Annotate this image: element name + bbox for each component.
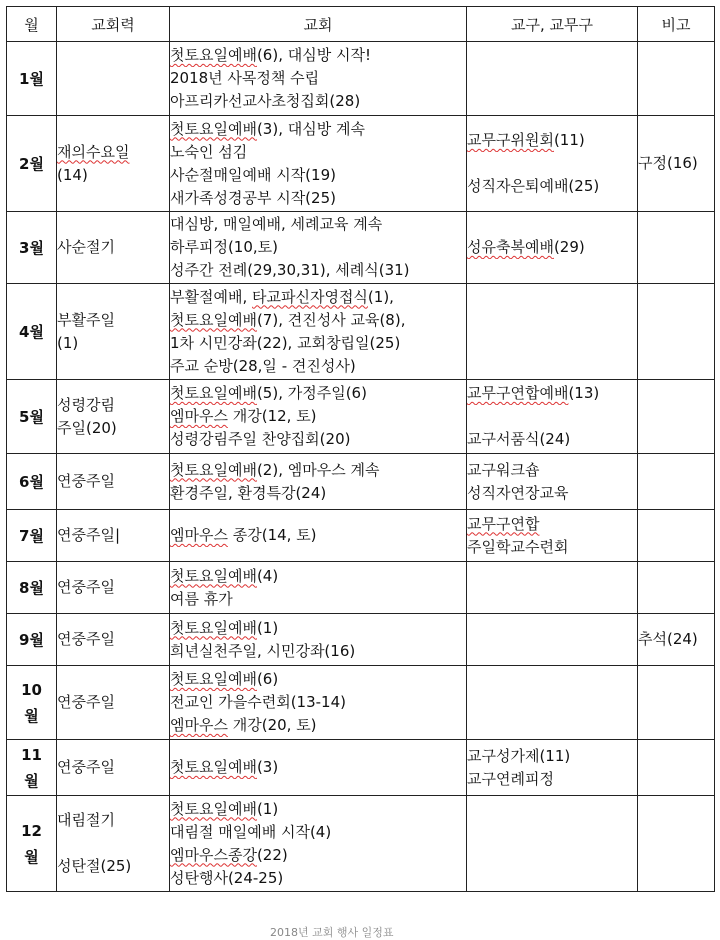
- church-event-line: 대심방, 매일예배, 세례교육 계속: [170, 215, 383, 233]
- church-calendar-cell: [57, 212, 170, 284]
- church-calendar-line: [57, 141, 169, 164]
- remarks-cell: [638, 42, 715, 116]
- month-text: 3월: [19, 238, 44, 257]
- month-row: [7, 212, 715, 284]
- diocese-event-spacer: [467, 405, 637, 428]
- remark-text: 구정(16): [638, 154, 698, 172]
- remarks-cell: [638, 510, 715, 562]
- church-calendar-cell: [57, 614, 170, 666]
- church-events-cell: [170, 796, 467, 892]
- remark-text: 추석(24): [638, 630, 698, 648]
- spellcheck-mark: 첫토요일예배: [170, 310, 257, 329]
- diocese-event-line: 교무구연합예배(13): [467, 384, 600, 402]
- church-events-cell: [170, 212, 467, 284]
- month-label: [7, 380, 57, 454]
- church-calendar-line: 주일(20): [57, 418, 117, 437]
- church-event-line: 성령강림주일 찬양집회(20): [170, 430, 351, 448]
- church-event-line: 대림절 매일예배 시작(4): [170, 822, 332, 841]
- diocese-cell: [467, 284, 638, 380]
- spellcheck-mark: 엠마우스종강: [170, 845, 257, 864]
- church-events-cell: [170, 380, 467, 454]
- church-event-line: 아프리카선교사초청집회(28): [170, 92, 361, 110]
- month-label: [7, 116, 57, 212]
- church-event-line: 첫토요일예배(6), 대심방 시작!: [170, 46, 371, 64]
- header-church: 교회: [170, 7, 467, 42]
- diocese-event-line: 교무구위원회(11): [467, 131, 585, 149]
- spellcheck-mark: 첫토요일예배: [170, 460, 257, 479]
- diocese-cell: [467, 740, 638, 796]
- church-calendar-cell: [57, 510, 170, 562]
- spellcheck-mark: 재의수요일: [57, 142, 130, 161]
- church-event-line: 첫토요일예배(1): [170, 618, 279, 637]
- remarks-cell: [638, 454, 715, 510]
- church-event-line: 성탄행사(24-25): [170, 868, 284, 887]
- spellcheck-mark: 첫토요일예배: [170, 46, 257, 64]
- church-event-line: 첫토요일예배(3), 대심방 계속: [170, 119, 365, 138]
- header-diocese: 교구, 교무구: [467, 7, 638, 42]
- spellcheck-mark: 교무구위원회: [467, 131, 554, 149]
- month-text: 8월: [19, 578, 44, 597]
- month-row: [7, 116, 715, 212]
- diocese-event-line: [467, 513, 637, 536]
- church-calendar-line: 연중주일|: [57, 526, 121, 544]
- church-calendar-cell: [57, 562, 170, 614]
- month-row: [7, 284, 715, 380]
- church-event-line: 첫토요일예배(5), 가정주일(6): [170, 384, 367, 402]
- church-calendar-cell: [57, 454, 170, 510]
- spellcheck-mark: 타교파신자영접식: [252, 287, 368, 306]
- church-calendar-cell: [57, 796, 170, 892]
- spellcheck-mark: 엠마우스: [170, 407, 228, 425]
- month-label: [7, 666, 57, 740]
- church-event-line: 첫토요일예배(6): [170, 670, 279, 688]
- remarks-cell: [638, 666, 715, 740]
- church-event-line: 엠마우스 개강(12, 토): [170, 407, 317, 425]
- remarks-cell: [638, 380, 715, 454]
- spellcheck-mark: 엠마우스: [170, 526, 228, 544]
- church-calendar-line: 연중주일: [57, 758, 115, 776]
- month-text: 4월: [19, 322, 44, 341]
- church-calendar-line: 부활주일: [57, 310, 115, 329]
- church-event-line: 첫토요일예배(4): [170, 566, 279, 585]
- church-calendar-spacer: [57, 832, 169, 855]
- church-events-cell: [170, 614, 467, 666]
- month-label: [7, 212, 57, 284]
- month-text: 6월: [19, 472, 44, 491]
- church-events-cell: [170, 284, 467, 380]
- church-event-line: 엠마우스 개강(20, 토): [170, 716, 317, 734]
- remarks-cell: [638, 740, 715, 796]
- spellcheck-mark: 교무구연합: [467, 514, 540, 533]
- month-label: [7, 284, 57, 380]
- church-calendar-cell: [57, 284, 170, 380]
- diocese-event-line: 성직자연장교육: [467, 483, 569, 502]
- month-text: 5월: [19, 407, 44, 426]
- spellcheck-mark: 첫토요일예배: [170, 618, 257, 637]
- header-month: 월: [7, 7, 57, 42]
- month-row: [7, 614, 715, 666]
- month-row: [7, 666, 715, 740]
- header-row: [7, 7, 715, 42]
- church-calendar-line: 성탄절(25): [57, 857, 132, 875]
- month-text: 1월: [19, 69, 44, 88]
- church-calendar-cell: [57, 740, 170, 796]
- diocese-event-line: 교구서품식(24): [467, 430, 571, 448]
- diocese-event-line: 주일학교수련회: [467, 537, 569, 556]
- church-calendar-line: (1): [57, 333, 79, 352]
- church-events-cell: [170, 562, 467, 614]
- church-events-cell: [170, 42, 467, 116]
- church-event-line: 사순절매일예배 시작(19): [170, 165, 336, 184]
- remarks-cell: [638, 212, 715, 284]
- month-row: [7, 510, 715, 562]
- month-label: [7, 614, 57, 666]
- diocese-event-spacer: [467, 152, 637, 175]
- church-event-line: 새가족성경공부 시작(25): [170, 188, 336, 207]
- spellcheck-mark: 성유축복예배: [467, 238, 554, 256]
- header-remarks: 비고: [638, 7, 715, 42]
- month-row: [7, 562, 715, 614]
- month-label: [7, 510, 57, 562]
- month-label: [7, 42, 57, 116]
- remarks-cell: [638, 562, 715, 614]
- remarks-cell: [638, 614, 715, 666]
- diocese-cell: [467, 510, 638, 562]
- church-event-line: 첫토요일예배(2), 엠마우스 계속: [170, 460, 380, 479]
- church-calendar-line: 성령강림: [57, 395, 115, 414]
- church-event-line: 2018년 사목정책 수립: [170, 69, 320, 87]
- church-event-line: 첫토요일예배(7), 견진성사 교육(8),: [170, 310, 406, 329]
- diocese-cell: [467, 42, 638, 116]
- month-label: [7, 562, 57, 614]
- month-row: [7, 380, 715, 454]
- church-event-line: 1차 시민강좌(22), 교회창립일(25): [170, 333, 401, 352]
- diocese-cell: [467, 454, 638, 510]
- diocese-cell: [467, 666, 638, 740]
- church-events-cell: [170, 740, 467, 796]
- church-event-line: 전교인 가을수련회(13-14): [170, 693, 346, 711]
- church-events-cell: [170, 510, 467, 562]
- church-events-cell: [170, 666, 467, 740]
- church-event-line: 환경주일, 환경특강(24): [170, 483, 327, 502]
- church-event-line: 노숙인 섬김: [170, 142, 248, 161]
- spellcheck-mark: 첫토요일예배: [170, 119, 257, 138]
- church-events-cell: [170, 116, 467, 212]
- spellcheck-mark: 교무구연합예배: [467, 384, 569, 402]
- diocese-event-line: 교구워크숍: [467, 460, 540, 479]
- church-calendar-line: 연중주일: [57, 578, 115, 596]
- church-event-line: 하루피정(10,토): [170, 238, 279, 256]
- church-calendar-cell: [57, 42, 170, 116]
- church-event-line: 희년실천주일, 시민강좌(16): [170, 641, 356, 660]
- church-event-line: 주교 순방(28,일 - 견진성사): [170, 356, 356, 375]
- month-text: 2월: [19, 154, 44, 173]
- spellcheck-mark: 첫토요일예배: [170, 670, 257, 688]
- month-row: [7, 740, 715, 796]
- church-event-line: 부활절예배, 타교파신자영접식(1),: [170, 287, 394, 306]
- header-church-calendar: 교회력: [57, 7, 170, 42]
- diocese-cell: [467, 562, 638, 614]
- month-text: 9월: [19, 630, 44, 649]
- remarks-cell: [638, 284, 715, 380]
- month-text: 12 월: [21, 821, 42, 866]
- church-event-line: 첫토요일예배(3): [170, 758, 279, 776]
- month-text: 7월: [19, 526, 44, 545]
- church-event-line: 첫토요일예배(1): [170, 799, 279, 818]
- diocese-event-line: 교구연례피정: [467, 769, 554, 788]
- spellcheck-mark: 첫토요일예배: [170, 758, 257, 776]
- diocese-cell: [467, 614, 638, 666]
- diocese-cell: [467, 116, 638, 212]
- month-text: 11 월: [21, 745, 42, 790]
- church-events-cell: [170, 454, 467, 510]
- month-row: [7, 42, 715, 116]
- church-calendar-table: [6, 6, 715, 892]
- diocese-event-line: 교구성가제(11): [467, 746, 571, 765]
- church-event-line: 엠마우스 종강(14, 토): [170, 526, 317, 544]
- church-calendar-line: (14): [57, 165, 88, 184]
- diocese-cell: [467, 796, 638, 892]
- month-label: [7, 740, 57, 796]
- church-event-line: 엠마우스종강(22): [170, 845, 288, 864]
- remarks-cell: [638, 796, 715, 892]
- church-event-line: 성주간 전례(29,30,31), 세례식(31): [170, 261, 410, 279]
- church-calendar-line: 연중주일: [57, 630, 115, 648]
- diocese-event-line: 성직자은퇴예배(25): [467, 177, 600, 195]
- spellcheck-mark: 첫토요일예배: [170, 566, 257, 585]
- diocese-cell: [467, 380, 638, 454]
- diocese-event-line: 성유축복예배(29): [467, 238, 585, 256]
- church-event-line: 여름 휴가: [170, 589, 233, 608]
- church-calendar-cell: [57, 666, 170, 740]
- church-calendar-line: 사순절기: [57, 238, 115, 256]
- church-calendar-cell: [57, 380, 170, 454]
- month-label: [7, 454, 57, 510]
- church-calendar-line: 연중주일: [57, 693, 115, 711]
- month-row: [7, 796, 715, 892]
- church-calendar-line: 대림절기: [57, 811, 115, 829]
- church-calendar-line: 연중주일: [57, 472, 115, 490]
- month-text: 10 월: [21, 680, 42, 725]
- table-caption: 2018년 교회 행사 일정표: [270, 926, 394, 939]
- church-calendar-cell: [57, 116, 170, 212]
- remarks-cell: [638, 116, 715, 212]
- month-label: [7, 796, 57, 892]
- diocese-cell: [467, 212, 638, 284]
- month-row: [7, 454, 715, 510]
- spellcheck-mark: 엠마우스: [170, 716, 228, 734]
- spellcheck-mark: 첫토요일예배: [170, 384, 257, 402]
- spellcheck-mark: 첫토요일예배: [170, 799, 257, 818]
